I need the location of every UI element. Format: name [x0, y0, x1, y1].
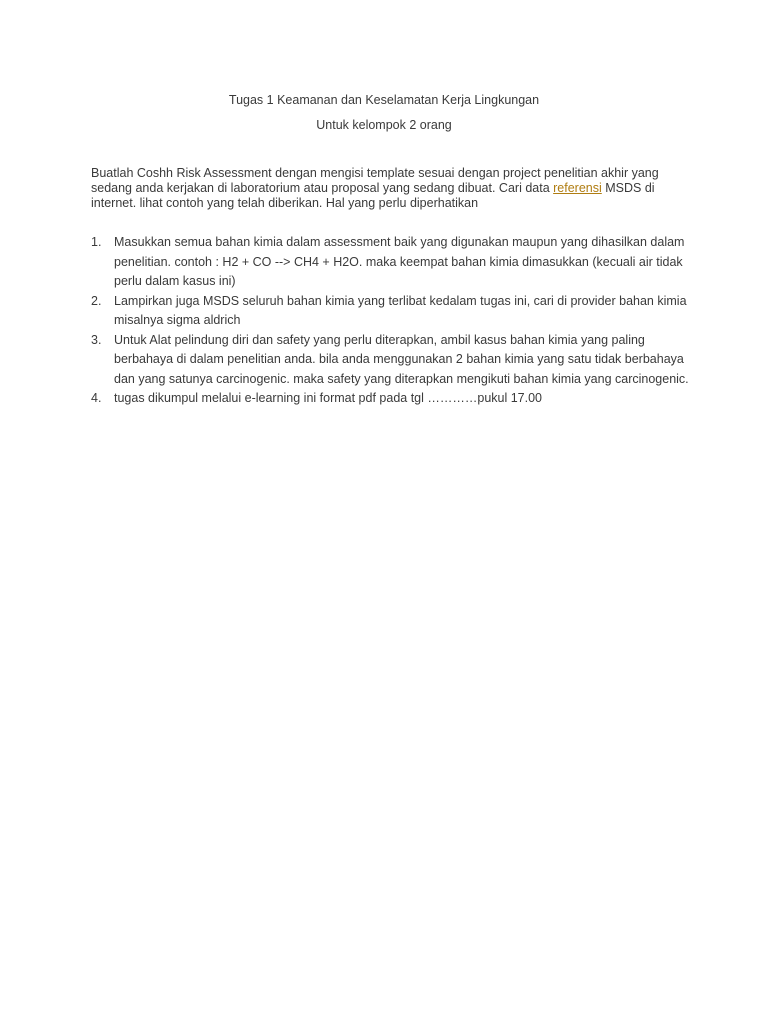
intro-text-before-link: Buatlah Coshh Risk Assessment dengan mengisi template sesuai dengan project penelitian akhir yang sedang anda kerjakan di laboratorium atau proposal yang sedang dibuat. Cari data: [91, 166, 659, 195]
list-item: [91, 389, 691, 409]
document-title: Tugas 1 Keamanan dan Keselamatan Kerja Lingkungan: [228, 93, 540, 107]
list-item-number: 4.: [91, 391, 102, 405]
list-item: [91, 292, 691, 331]
list-item-text: Lampirkan juga MSDS seluruh bahan kimia yang terlibat kedalam tugas ini, cari di provider bahan kimia misalnya sigma aldrich: [114, 293, 687, 327]
intro-text-after-link: MSDS di internet. lihat contoh yang telah diberikan. Hal yang perlu diperhatikan: [91, 181, 655, 210]
intro-paragraph: [91, 166, 681, 211]
list-item-number: 1.: [91, 235, 102, 249]
list-item-text: Masukkan semua bahan kimia dalam assessment baik yang digunakan maupun yang dihasilkan dalam penelitian. contoh : H2 + CO --> CH4 + H2O. maka keempat bahan kimia dimasukkan (kecuali air tidak perlu dalam kasus ini): [114, 235, 685, 288]
document-subtitle: Untuk kelompok 2 orang: [316, 118, 452, 132]
list-item: [91, 233, 691, 292]
list-item: [91, 331, 691, 390]
task-list: [91, 233, 691, 409]
list-item-number: 2.: [91, 293, 102, 308]
list-item-text: tugas dikumpul melalui e-learning ini format pdf pada tgl …………pukul 17.00: [114, 391, 543, 405]
referensi-link[interactable]: referensi: [553, 181, 602, 195]
list-item-number: 3.: [91, 332, 102, 347]
list-item-text: Untuk Alat pelindung diri dan safety yang perlu diterapkan, ambil kasus bahan kimia yang paling berbahaya di dalam penelitian anda. bila anda menggunakan 2 bahan kimia yang satu tidak berbahaya dan yang satunya carcinogenic. maka safety yang diterapkan mengikuti bahan kimia yang carcinogenic.: [114, 332, 689, 386]
